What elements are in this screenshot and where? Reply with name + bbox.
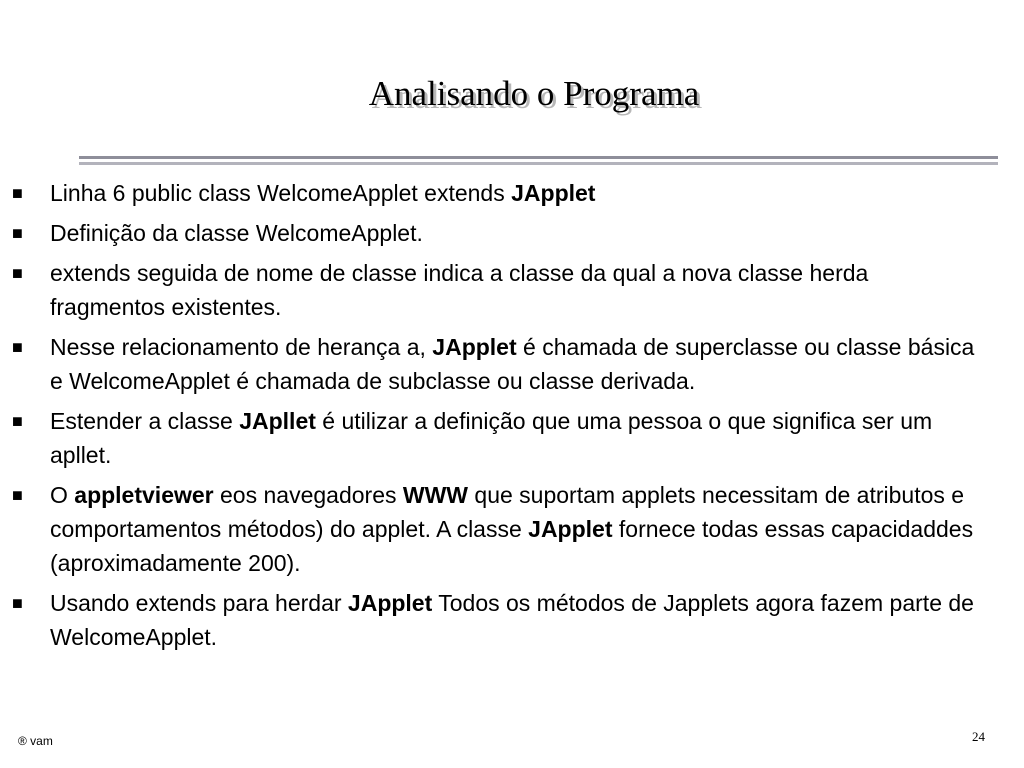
bullet-item xyxy=(0,478,1024,580)
bullet-text-bold: JApplet xyxy=(528,516,613,542)
slide-title: Analisando o Programa xyxy=(368,74,700,113)
bullet-item xyxy=(0,176,1024,210)
bullet-item xyxy=(0,330,1024,398)
bullet-item xyxy=(0,404,1024,472)
bullet-item xyxy=(0,216,1024,250)
bullet-text: fornece todas essas capacidaddes (aproximadamente 200). xyxy=(50,516,974,576)
bullet-text-bold: JApplet xyxy=(432,334,517,360)
bullet-text: Todos os métodos de Japplets agora fazem parte de WelcomeApplet. xyxy=(50,590,974,650)
bullet-text: é chamada de superclasse ou classe básica e WelcomeApplet é chamada de subclasse ou classe derivada. xyxy=(50,334,975,394)
bullet-text: Usando extends para herdar xyxy=(50,590,348,616)
bullet-marker-icon: ■ xyxy=(12,411,23,431)
bullet-marker-icon: ■ xyxy=(12,593,23,613)
bullet-text: Nesse relacionamento de herança a, xyxy=(50,334,433,360)
divider-line-bottom xyxy=(79,162,998,165)
bullet-list xyxy=(0,176,1024,660)
bullet-marker-icon: ■ xyxy=(12,183,23,203)
page-number: 24 xyxy=(972,729,985,744)
bullet-text: Definição da classe WelcomeApplet. xyxy=(50,220,423,246)
bullet-text: eos navegadores xyxy=(213,482,403,508)
bullet-text-bold: JApllet xyxy=(239,408,316,434)
bullet-marker-icon: ■ xyxy=(12,223,23,243)
bullet-text: extends seguida de nome de classe indica a classe da qual a nova classe herda fragmentos existentes. xyxy=(50,260,869,320)
bullet-text-bold: appletviewer xyxy=(74,482,214,508)
bullet-text: Estender a classe xyxy=(50,408,240,434)
bullet-text: é utilizar a definição que uma pessoa o que significa ser um apllet. xyxy=(50,408,933,468)
bullet-text: que suportam applets necessitam de atributos e comportamentos métodos) do applet. A classe xyxy=(50,482,965,542)
bullet-text-bold: JApplet xyxy=(511,180,596,206)
footer-credit: ® vam xyxy=(18,734,53,748)
bullet-marker-icon: ■ xyxy=(12,337,23,357)
bullet-text: O xyxy=(50,482,75,508)
divider-line-top xyxy=(79,156,998,159)
bullet-marker-icon: ■ xyxy=(12,485,23,505)
bullet-item xyxy=(0,256,1024,324)
bullet-text-bold: WWW xyxy=(402,482,469,508)
bullet-text-bold: JApplet xyxy=(347,590,433,616)
title-divider xyxy=(79,156,998,166)
bullet-item xyxy=(0,586,1024,654)
bullet-marker-icon: ■ xyxy=(12,263,23,283)
bullet-text: Linha 6 public class WelcomeApplet extends xyxy=(50,180,512,206)
